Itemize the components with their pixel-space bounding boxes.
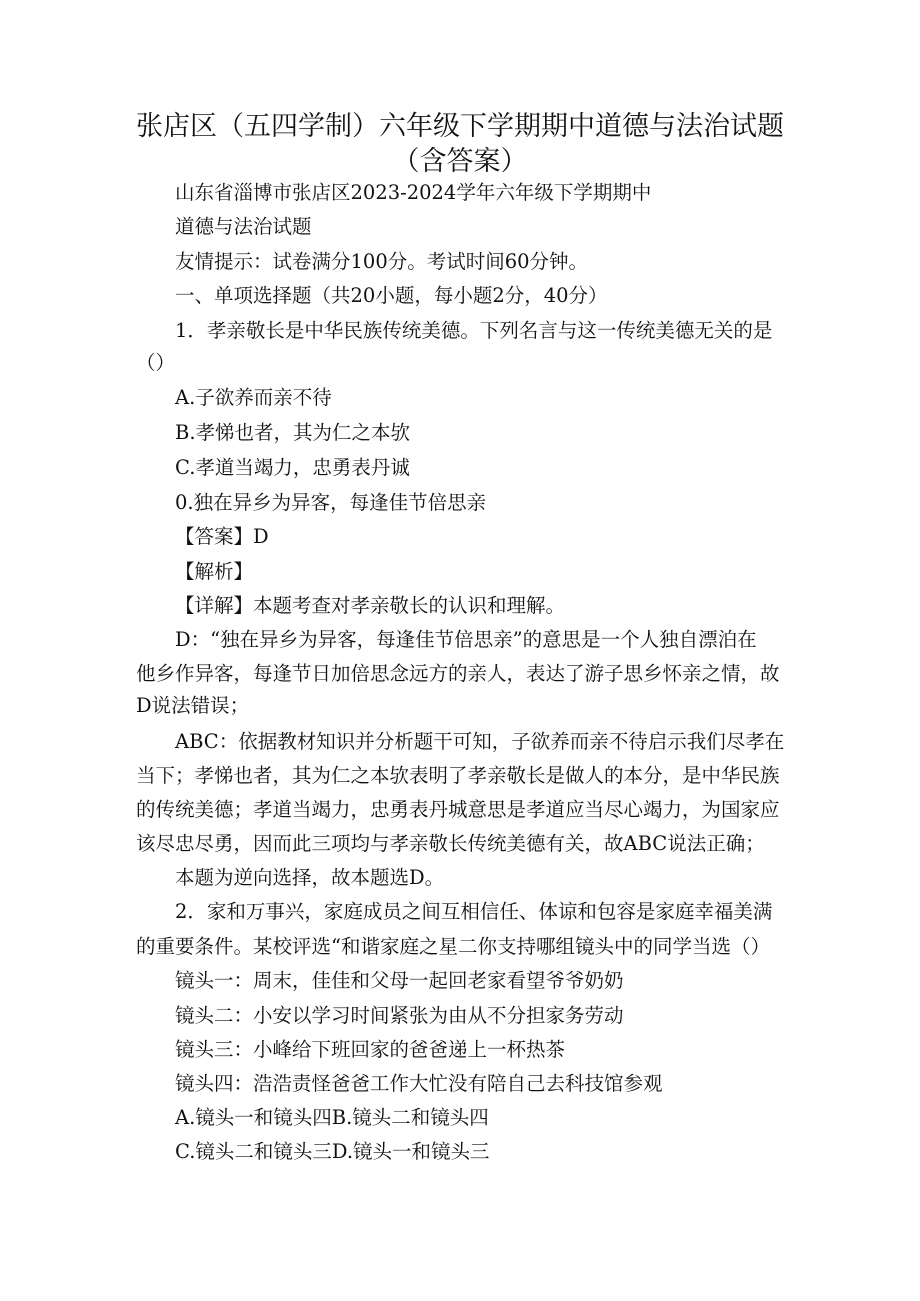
question-1-option-a: A.子欲养而亲不待 [175, 386, 332, 409]
question-1-explanation-d: 他乡作异客，每逢节日加倍思念远方的亲人，表达了游子思乡怀亲之情，故 [136, 662, 780, 685]
question-1-option-d: 0.独在异乡为异客，每逢佳节倍思亲 [175, 491, 487, 514]
question-1-answer: 【答案】D [175, 525, 269, 548]
question-2-scene-1: 镜头一：周末，佳佳和父母一起回老家看望爷爷奶奶 [175, 969, 624, 992]
question-1-option-c: C.孝道当竭力，忠勇表丹诚 [175, 456, 410, 479]
section-heading: 一、单项选择题（共20小题，每小题2分，40分） [175, 284, 608, 307]
question-2-options-ab: A.镜头一和镜头四B.镜头二和镜头四 [175, 1106, 489, 1129]
document-title-suffix: （含答案） [392, 146, 528, 177]
question-2-options-cd: C.镜头二和镜头三D.镜头一和镜头三 [175, 1140, 490, 1163]
question-1-explanation-d: D：“独在异乡为异客，每逢佳节倍思亲”的意思是一个人独自漂泊在 [175, 628, 757, 651]
question-1-blank: （） [136, 351, 176, 374]
question-2-scene-2: 镜头二：小安以学习时间紧张为由从不分担家务劳动 [175, 1004, 624, 1027]
question-1-explanation-abc: 的传统美德；孝道当竭力，忠勇表丹城意思是孝道应当尽心竭力，为国家应 [136, 798, 780, 821]
question-1-explanation-abc: 该尽忠尽勇，因而此三项均与孝亲敬长传统美德有关，故ABC说法正确； [136, 832, 765, 855]
question-1-analysis-label: 【解析】 [175, 560, 254, 583]
question-2-scene-4: 镜头四：浩浩责怪爸爸工作大忙没有陪自己去科技馆参观 [175, 1072, 663, 1095]
question-2-stem: 2．家和万事兴，家庭成员之间互相信任、体谅和包容是家庭幸福美满 [175, 900, 773, 923]
question-1-explanation-d: D说法错误； [136, 694, 250, 717]
question-2-scene-3: 镜头三：小峰给下班回家的爸爸递上一杯热茶 [175, 1038, 566, 1061]
document-title: 张店区（五四学制）六年级下学期期中道德与法治试题 [136, 111, 784, 142]
question-1-conclusion: 本题为逆向选择，故本题选D。 [175, 866, 445, 889]
exam-header-subject: 道德与法治试题 [175, 215, 312, 238]
question-1-explanation-abc: ABC：依据教材知识并分析题干可知，子欲养而亲不待启示我们尽孝在 [175, 730, 785, 753]
exam-tip: 友情提示：试卷满分100分。考试时间60分钟。 [175, 250, 589, 273]
question-1-detail: 【详解】本题考查对孝亲敬长的认识和理解。 [175, 594, 566, 617]
exam-header-line: 山东省淄博市张店区2023-2024学年六年级下学期期中 [175, 181, 652, 204]
question-1-option-b: B.孝悌也者，其为仁之本欤 [175, 421, 411, 444]
question-1-explanation-abc: 当下；孝悌也者，其为仁之本欤表明了孝亲敬长是做人的本分，是中华民族 [136, 764, 780, 787]
question-1-stem: 1．孝亲敬长是中华民族传统美德。下列名言与这一传统美德无关的是 [175, 319, 773, 342]
question-2-stem: 的重要条件。某校评选“和谐家庭之星二你支持哪组镜头中的同学当选（） [136, 935, 770, 958]
